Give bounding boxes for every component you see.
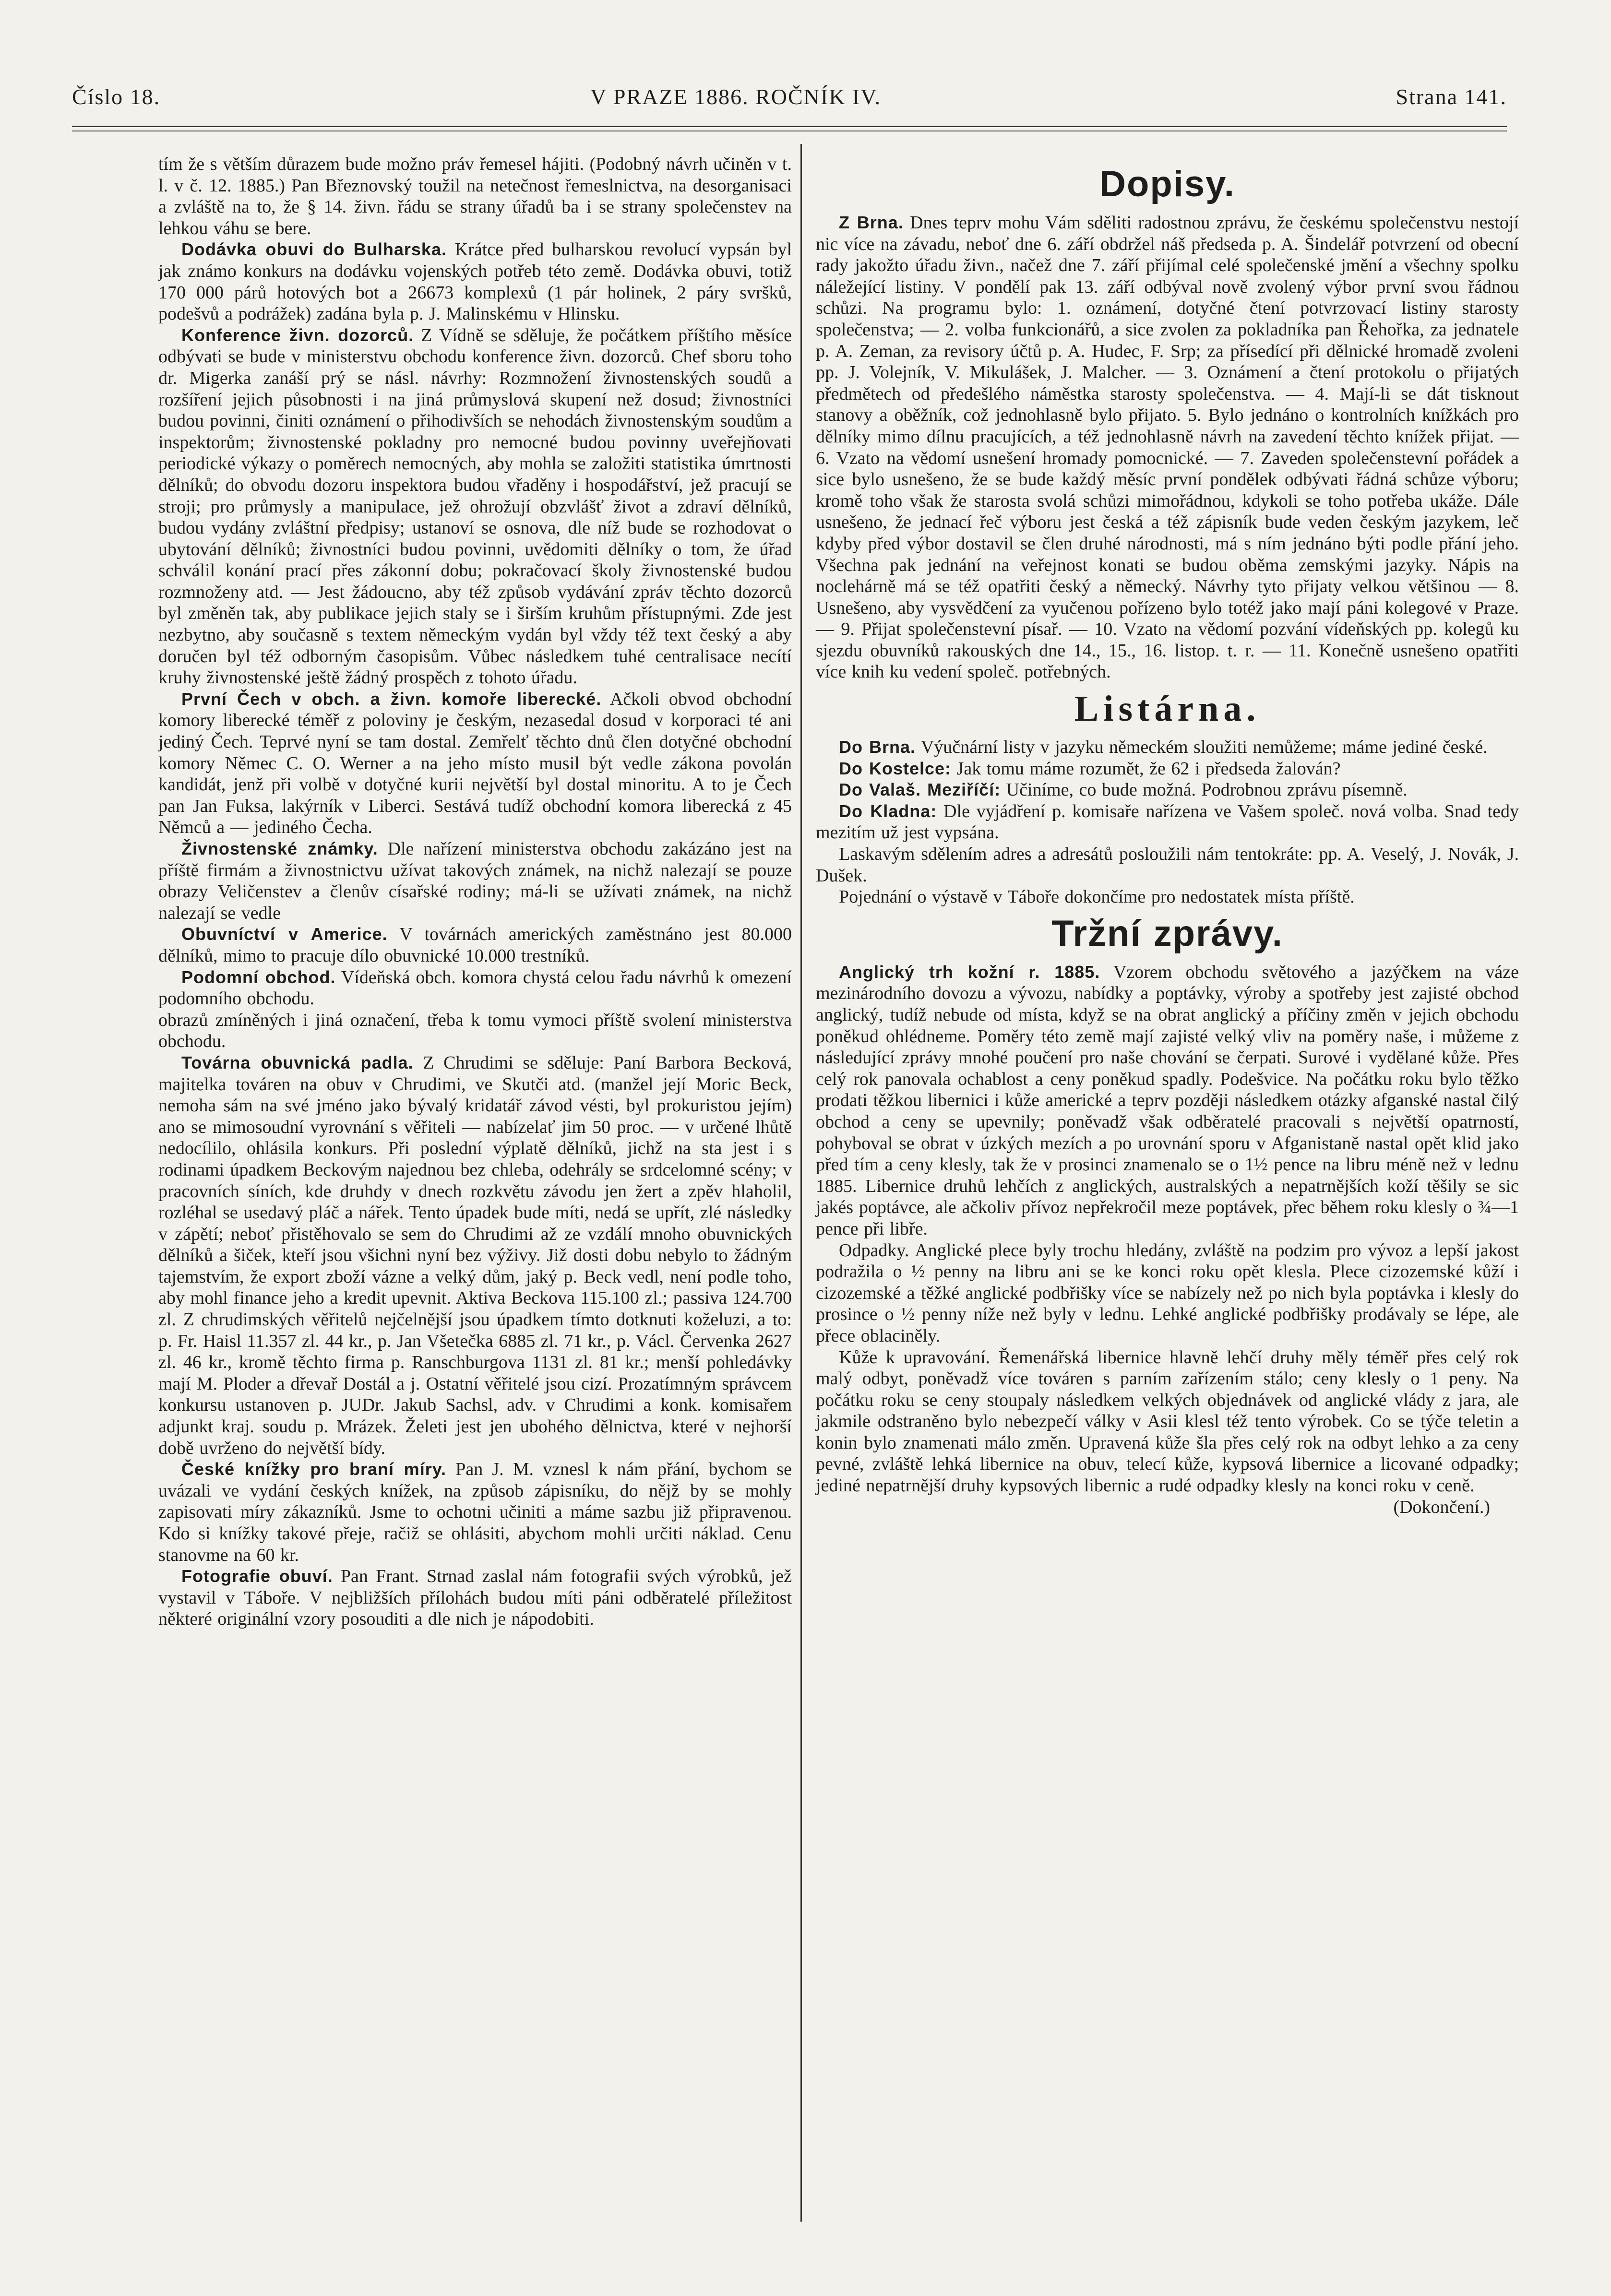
reply-item: Laskavým sdělením adres a adresátů posloužili nám tentokráte: pp. A. Veselý, J. Novák, J. Dušek. [816, 844, 1519, 886]
issue-number: Číslo 18. [72, 84, 161, 109]
article-conference: Konference živn. dozorců. Z Vídně se sděluje, že počátkem příštího měsíce odbývati se bude v ministerstvu obchodu konference živn. dozorců. Chef sboru toho dr. Migerka zanáší prý se násl. návrhy: Rozmnožení živnostenských soudů a rozšíření jejich působnosti i na jiná průmyslová skupení než dosud; živnostníci budou povinni, činiti oznámení o přihodivších se nehodách živnostenským soudům a inspektorům; živnostenské pokladny pro nemocné budou povinny uveřejňovati periodické výkazy o poměrech nemocných, aby mohla se založiti statistika úmrtnosti dělníků; do obvodu dozoru inspektora budou vřaděny i hospodářství, jež pracují se stroji; pro průmysly a manipulace, jež ohrožují obzvlášť život a zdraví dělníků, budou vydány zvláštní předpisy; ustanoví se osnova, dle níž bude se rozhodovat o ubytování dělníků; živnostníci budou povinni, uvědomiti dělníky o tom, že úřad schválil konání prací přes zákonní dobu; pokračovací školy živnostenské budou rozmnoženy atd. — Jest žádoucno, aby též způsob vydávání zpráv těchto dozorců byl změněn tak, aby publikace jejich staly se i širším kruhům přístupnými. Zde jest nezbytno, aby současně s textem německým vydán byl vždy též text český a aby doručen byl též odborným časopisům. Vůbec následkem tuhé centralisace necítí kruhy živnostenské ještě žádný prospěch z tohoto úřadu. [158, 325, 792, 688]
section-title-trzni: Tržní zprávy. [1051, 913, 1283, 954]
article-lead: Obuvníctví v Americe. [181, 924, 388, 944]
page-header [72, 84, 1507, 118]
article-bulgaria: Dodávka obuvi do Bulharska. Krátce před bulharskou revolucí vypsán byl jak známo konkurs na dodávku vojenských potřeb této země. Dodávka obuvi, totiž 170 000 párů hotových bot a 26673 komplexů (1 pár holinek, 2 páry svršků, podešvů a podrážek) zadána byla p. J. Malinskému v Hlinsku. [158, 239, 792, 324]
article-photos: Fotografie obuví. Pan Frant. Strnad zaslal nám fotografii svých výrobků, jež vystavil v Táboře. V nejbližších přílohách budou míti páni odběratelé příležitost některé originální vzory posouditi a dle nich je nápodobiti. [158, 1566, 792, 1630]
section-title-dopisy: Dopisy. [1099, 164, 1235, 204]
article-peddling: Podomní obchod. Vídeňská obch. komora chystá celou řadu návrhů k omezení podomního obchodu. [158, 967, 792, 1009]
reply-item: Do Kostelce: Jak tomu máme rozumět, že 62 i předseda žalován? [839, 758, 1341, 779]
header-rule [72, 126, 1507, 127]
market-report: Anglický trh kožní r. 1885. Vzorem obchodu světového a jazýčkem na váze mezinárodního dovozu a vývozu, nabídky a poptávky, výroby a spotřeby jest zajisté obchod anglický, tudíž nebude od místa, když se na obrat anglický a příčiny změn v jejich obchodu poněkud ohlédneme. Poměry této země mají zajisté velký vliv na poměry naše, i můžeme z následující zprávy mnohé poučení pro naše chování se čerpati. Surové i vydělané kůže. Přes celý rok panovala ochablost a ceny poněkud spadly. Podešvice. Na počátku roku bylo těžko prodati těžkou libernici i kůže americké a teprv později následkem otázky afganské nastal čilý obchod a ceny se upevnily; poněvadž však odběratelé pracovali s největší opatrností, pohyboval se obrat v úzkých mezích a po urovnání sporu v Afganistaně nastal opět klid jako před tím a ceny klesly, tak že v prosinci znamenalo se o 1½ pence na libru méně než v lednu 1885. Libernice druhů lehčích z anglických, australských a nepatrnějších koží těšily se sic jakés poptávce, ale ačkoliv přívoz nepřekročil meze poptávek, přec během roku klesly o ¾—1 pence při libře. [816, 962, 1519, 1239]
article-lead: Továrna obuvnická padla. [181, 1052, 414, 1072]
place-year: V PRAZE 1886. ROČNÍK IV. [590, 84, 882, 109]
section-title-listarna: Listárna. [1074, 689, 1261, 729]
market-report: Kůže k upravování. Řemenářská libernice hlavně lehčí druhy měly téměř přes celý rok malý odbyt, poněvadž více továren s parním zařízením stálo; ceny klesly o 1 peny. Na počátku roku se ceny stoupaly následkem velkých objednávek od anglické vlády z jara, ale jakmile odstraněno bylo nebezpečí války v Asii klesl též tento výrobek. Co se týče teletin a konin bylo znamenati málo změn. Upravená kůže šla přes celý rok na odbyt lehko a za ceny pevné, zvláště lehká libernice na obuv, telecí kůže, kypsová libernice a licované odpadky; jediné nepatrnější druhy kypsových libernic a rudé odpadky klesly na konci roku v ceně. [816, 1347, 1519, 1496]
article-trade-marks: Živnostenské známky. Dle nařízení ministerstva obchodu zakázáno jest na příště firmám a živnostnictvu užívat takových známek, na nichž nalezají se pouze obrazy Veličenstev a členův císařské rodiny; má-li se užívati známek, na nichž nalezají se vedle [158, 839, 792, 923]
article-lead: Z Brna. [839, 213, 904, 232]
left-column [158, 154, 792, 1630]
article-lead: České knížky pro braní míry. [181, 1459, 447, 1479]
market-report: Odpadky. Anglické plece byly trochu hledány, zvláště na podzim pro vývoz a lepší jakost podražila o ½ penny na libru ani se ke konci roku opět klesla. Plece cizozemské kůží i cizozemské a těžké anglické podbřišky více se nabízely než po nich byla poptávka i klesly do prosince o ½ penny níže než byly v lednu. Lehké anglické podbřišky prodávaly se lépe, ale přece oblaciněly. [816, 1240, 1519, 1346]
to-be-continued: (Dokončení.) [1393, 1497, 1490, 1517]
article-america: Obuvníctví v Americe. V továrnách amerických zaměstnáno jest 80.000 dělníků, mimo to pracuje dílo obuvnické 10.000 trestníků. [158, 924, 792, 966]
article-factory: Továrna obuvnická padla. Z Chrudimi se sděluje: Paní Barbora Becková, majitelka továren na obuv v Chrudimi, ve Skutči atd. (manžel její Moric Beck, nemoha sám na své jméno jako bývalý kridatář závod vésti, byl prokuristou jejím) ano se mimosoudní vyrovnání s věřiteli — nabízelať jim 50 proc. — v určené lhůtě nedocílilo, ohlásila konkurs. Při poslední výplatě dělníků, jichž na sta jest i s rodinami úpadkem Beckovým najednou bez chleba, odehrály se srdcelomné scény; v pracovních síních, kde druhdy v dnech rozkvětu závodu jen žert a zpěv hlaholil, rozléhal se usedavý pláč a nářek. Tento úpadek bude míti, nedá se upřít, zlé následky v zápětí; neboť přistěhovalo se sem do Chrudimi až ze vzdálí mnoho obuvnických dělníků a šiček, kteří jsou všichni nyní bez výživy. Již dosti dobu nebylo to žádným tajemstvím, že export zboží vázne a velký dům, jaký p. Beck vedl, není podle toho, aby mohl finance jeho a kredit upevnit. Aktiva Beckova 115.100 zl.; passiva 124.700 zl. Z chrudimských věřitelů nejčelnější jsou úpadkem tímto dotknuti koželuzi, a to: p. Fr. Haisl 11.357 zl. 44 kr., p. Jan Všetečka 6885 zl. 71 kr., p. Václ. Červenka 2627 zl. 46 kr., kromě těchto firma p. Ranschburgova 1131 zl. 81 kr.; menší pohledávky mají M. Ploder a dřevař Dostál a j. Ostatní věřitelé jsou cizí. Prozatímným správcem konkursu ustanoven p. JUDr. Jakub Sachsl, adv. v Chrudimi a konk. komisařem adjunkt kraj. soudu p. Mrázek. Želeti jest jen ubohého dělnictva, které v nejhorší době uvrženo do největší bídy. [158, 1052, 792, 1458]
article-lead: Fotografie obuví. [181, 1566, 333, 1586]
article-lead: Živnostenské známky. [181, 839, 378, 858]
article-first-czech: První Čech v obch. a živn. komoře liberecké. Ačkoli obvod obchodní komory liberecké téměř z poloviny je českým, nezasedal dosud v korporaci té ani jediný Čech. Teprvé nyní se tam dostal. Zemřelť těchto dnů člen dotyčné obchodní komory Němec C. O. Werner a na jeho místo musil být vedle zákona povolán kandidát, jenž při volbě v dotyčné kurii největší byl dostal minoritu. A to je Čech pan Jan Fuksa, lakýrník v Liberci. Sestává tudíž obchodní komora liberecká z 45 Němců a — jediného Čecha. [158, 689, 792, 838]
article-lead: Konference živn. dozorců. [181, 325, 414, 345]
letter-brno: Z Brna. Dnes teprv mohu Vám sděliti radostnou zprávu, že českému společenstvu nestojí nic více na závadu, neboť dne 6. září obdržel náš předseda p. A. Šindelář potvrzení od obecní rady jakožto úřadu živn., načež dne 7. září přijímal celé společenské jmění a všechny spolku náležející listiny. V pondělí pak 13. září odbýval nově zvolený výbor první svou řádnou schůzi. Na programu bylo: 1. oznámení, dotyčné čtení potvrzovací listiny starosty společenstva; — 2. volba funkcionářů, a sice zvolen za pokladníka pan Řehořka, za jednatele p. A. Zeman, za revisory účtů p. A. Hudec, F. Srp; za přísedící při dělnické hromadě zvoleni pp. J. Volejník, V. Mikulášek, J. Malcher. — 3. Oznámení a čtení protokolu o přijatých předmětech od předešlého náměstka starosty společenstva. — 4. Mají-li se dát tisknout stanovy a oběžník, což jednohlasně bylo přijato. 5. Bylo jednáno o kontrolních knížkách pro dělníky mimo dílnu pracujících, a též jednohlasně návrh na zavedení těchto knížek přijat. — 6. Vzato na vědomí usnešení hromady pomocnické. — 7. Zaveden společenstevní pořádek a sice bylo usnešeno, že se bude každý měsíc první pondělek odbývati řádná schůze výboru; kromě toho však že starosta svolá schůzi mimořádnou, kdykoli se toho potřeba ukáže. Dále usnešeno, že jednací řeč výboru jest česká a též zápisník bude veden českým jazykem, leč kdyby před výbor dostavil se člen druhé národnosti, má s ním jednáno býti podle přání jeho. Všechna pak jednání na veřejnost konati se budou oběma zemskými jazyky. Nápis na noclehárně má se též opatřiti český a německý. Návrhy tyto přijaty velkou většinou — 8. Usnešeno, aby vysvědčení za vyučenou pořízeno bylo totéž jako mají páni kolegové v Praze. — 9. Přijat společenstevní písař. — 10. Vzato na vědomí pozvání vídeňských pp. kolegů ku sjezdu obuvníků rakouských dne 14., 15., 16. listop. t. r. — 11. Konečně usnešeno opatřiti více knih ku vedení společ. potřebných. [816, 213, 1519, 682]
reply-item: Do Valaš. Meziříčí: Učiníme, co bude možná. Podrobnou zprávu písemně. [839, 780, 1408, 800]
page-number: Strana 141. [1396, 84, 1507, 109]
article-paragraph: tím že s větším důrazem bude možno práv řemesel hájiti. (Podobný návrh učiněn v t. l. v č. 12. 1885.) Pan Březnovský toužil na netečnost řemeslnictva, na desorganisaci a zvláště na to, že § 14. živn. řádu se strany úřadů ba i se strany společenstev na lehkou váhu se bere. [158, 154, 792, 238]
right-column [816, 158, 1519, 1518]
article-lead: Dodávka obuvi do Bulharska. [181, 239, 447, 260]
article-lead: První Čech v obch. a živn. komoře liberecké. [181, 689, 602, 709]
article-lead: Podomní obchod. [181, 967, 336, 987]
reply-item: Do Brna. Výučnární listy v jazyku německém sloužiti nemůžeme; máme jediné české. [839, 737, 1488, 758]
article-continuation: obrazů zmíněných i jiná označení, třeba k tomu vymoci příště svolení ministerstva obchodu. [158, 1010, 792, 1052]
reply-item: Pojednání o výstavě v Táboře dokončíme pro nedostatek místa příště. [839, 887, 1355, 907]
reply-item: Do Kladna: Dle vyjádření p. komisaře nařízena ve Vašem společ. nová volba. Snad tedy mezitím už jest vypsána. [816, 801, 1519, 843]
article-lead: Anglický trh kožní r. 1885. [839, 962, 1100, 982]
column-divider [800, 144, 802, 2222]
article-booklets: České knížky pro braní míry. Pan J. M. vznesl k nám přání, bychom se uvázali ve vydání českých knížek, na způsob zápisníku, do nějž by se mohly zapisovati míry zákazníků. Jsme to ochotni učiniti a máme sazbu již připravenou. Kdo si knížky takové přeje, račiž se ohlásiti, abychom mohli určiti náklad. Cenu stanovme na 60 kr. [158, 1459, 792, 1565]
